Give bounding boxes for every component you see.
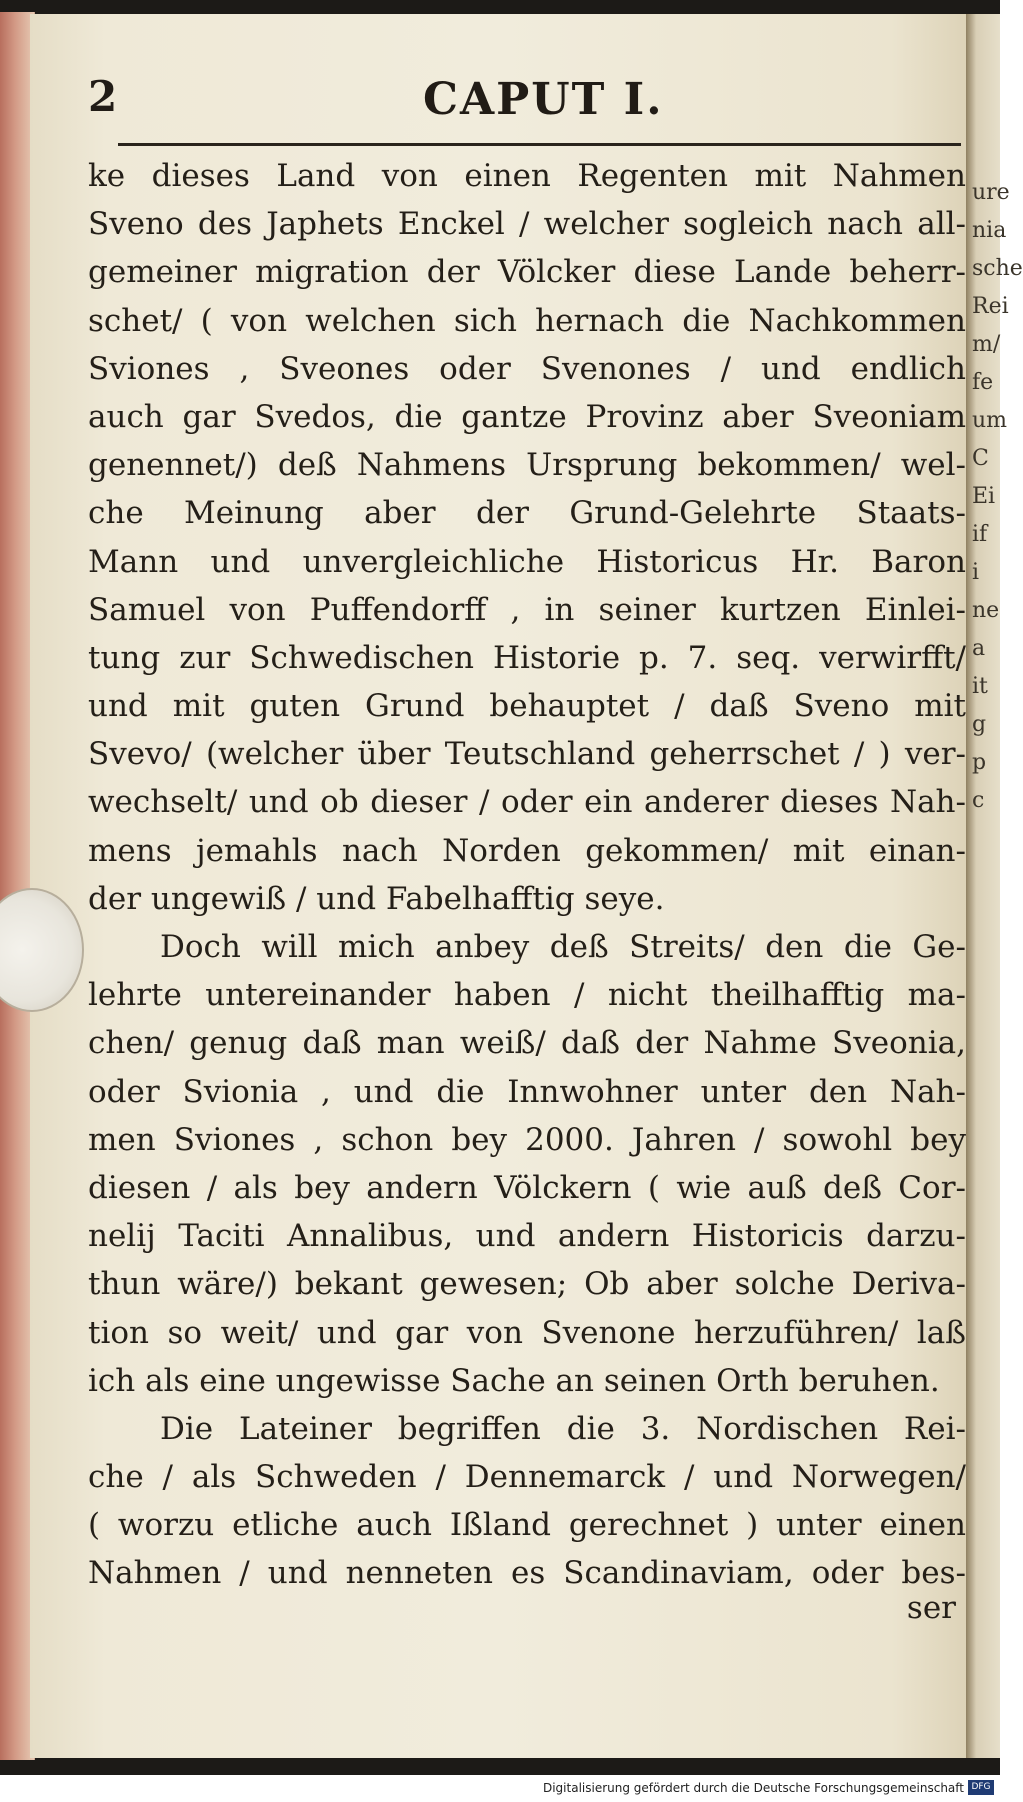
next-page-fragment: C [972, 446, 989, 471]
text-line: Nahmen / und nenneten es Scandinaviam, oder bes- [88, 1555, 966, 1592]
text-line: ich als eine ungewisse Sache an seinen Orth beruhen. [88, 1362, 940, 1399]
text-line: men Sviones , schon bey 2000. Jahren / sowohl bey [88, 1121, 966, 1158]
text-line: oder Svionia , und die Innwohner unter den Nah- [88, 1073, 966, 1110]
text-line: genennet/) deß Nahmens Ursprung bekommen/ wel- [88, 447, 966, 484]
text-line: che / als Schweden / Dennemarck / und Norwegen/ [88, 1459, 966, 1496]
catchword: ser [906, 1590, 956, 1626]
page-header [88, 72, 968, 132]
next-page-fragment: um [972, 408, 1008, 433]
next-page-fragment: ure [972, 180, 1010, 205]
next-page-fragment: m/ [972, 332, 1001, 357]
header-rule [118, 143, 961, 146]
text-line: auch gar Svedos, die gantze Provinz aber Sveoniam [88, 398, 966, 435]
next-page-fragment: i [972, 560, 980, 585]
body-text [88, 152, 966, 1598]
next-page-fragment: Ei [972, 484, 996, 509]
text-line: Samuel von Puffendorff , in seiner kurtzen Einlei- [88, 591, 966, 628]
text-line: che Meinung aber der Grund-Gelehrte Staats- [88, 495, 966, 532]
next-page-fragment: if [972, 522, 988, 547]
text-line: Mann und unvergleichliche Historicus Hr. Baron [88, 543, 966, 580]
text-line: ke dieses Land von einen Regenten mit Nahmen [88, 158, 966, 194]
next-page-fragment: sche [972, 256, 1023, 281]
text-line: Die Lateiner begriffen die 3. Nordischen Rei- [160, 1410, 966, 1447]
next-page-margin [966, 14, 1023, 1758]
next-page-fragment: c [972, 788, 985, 813]
text-line: ( worzu etliche auch Ißland gerechnet ) unter einen [88, 1507, 966, 1544]
text-line: und mit guten Grund behauptet / daß Sveno mit [88, 688, 966, 725]
next-page-fragment: ne [972, 598, 1000, 623]
running-title: CAPUT I. [423, 74, 664, 125]
next-page-fragment: p [972, 750, 987, 775]
text-line: der ungewiß / und Fabelhafftig seye. [88, 880, 665, 917]
footer [0, 1775, 1000, 1802]
text-line: nelij Taciti Annalibus, und andern Historicis darzu- [88, 1218, 966, 1255]
text-line: chen/ genug daß man weiß/ daß der Nahme Sveonia, [88, 1025, 966, 1062]
text-line: tung zur Schwedischen Historie p. 7. seq. verwirfft/ [88, 639, 966, 676]
next-page-fragment: a [972, 636, 986, 661]
text-line: lehrte untereinander haben / nicht theilhafftig ma- [88, 977, 966, 1014]
text-line: Svevo/ (welcher über Teutschland geherrschet / ) ver- [88, 736, 966, 773]
text-line: diesen / als bey andern Völckern ( wie auß deß Cor- [88, 1169, 966, 1206]
text-line: mens jemahls nach Norden gekommen/ mit einan- [88, 832, 966, 869]
text-line: schet/ ( von welchen sich hernach die Nachkommen [88, 302, 966, 339]
next-page-fragment: nia [972, 218, 1007, 243]
text-line: Doch will mich anbey deß Streits/ den die Ge- [160, 929, 966, 965]
text-line: wechselt/ und ob dieser / oder ein anderer dieses Nah- [88, 784, 966, 821]
text-line: Sviones , Sveones oder Svenones / und endlich [88, 350, 966, 387]
next-page-fragment: it [972, 674, 988, 699]
text-line: gemeiner migration der Völcker diese Lande beherr- [88, 254, 966, 291]
next-page-fragment: fe [972, 370, 994, 395]
page-number: 2 [88, 72, 118, 121]
next-page-fragment: Rei [972, 294, 1009, 319]
next-page-fragment: g [972, 712, 987, 737]
dfg-logo-icon: DFG [968, 1780, 994, 1795]
text-line: tion so weit/ und gar von Svenone herzuführen/ laß [88, 1314, 966, 1351]
funding-credit: Digitalisierung gefördert durch die Deutsche Forschungsgemeinschaft [542, 1781, 964, 1795]
text-line: Sveno des Japhets Enckel / welcher sogleich nach all- [88, 206, 966, 243]
text-line: thun wäre/) bekant gewesen; Ob aber solche Deriva- [88, 1266, 966, 1303]
